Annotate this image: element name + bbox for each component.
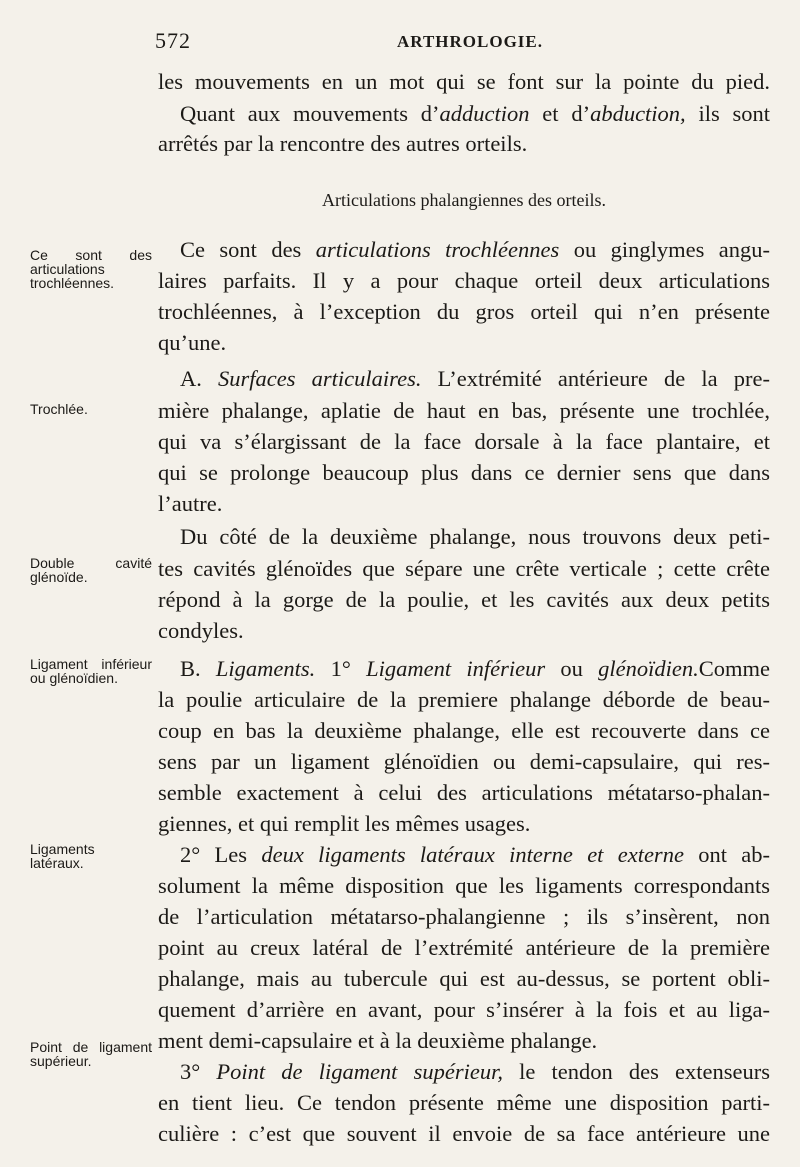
text-line: ment demi-capsulaire et à la deuxième phalange. <box>158 1028 598 1053</box>
text-line: B. Ligaments. 1° Ligament inférieur ou glénoïdien.Comme <box>180 656 771 681</box>
text-line: solument la même disposition que les ligaments correspondants <box>158 873 770 898</box>
text-line: phalange, mais au tubercule qui est au-dessus, se portent obli- <box>158 966 770 991</box>
text-line: mière phalange, aplatie de haut en bas, présente une trochlée, <box>158 398 770 423</box>
margin-note-ligament-superieur: Point de ligament supérieur. <box>30 1039 152 1069</box>
margin-note-trochlee: Trochlée. <box>30 401 88 417</box>
margin-note-ligament-inferieur: Ligament inférieur ou glénoïdien. <box>30 656 152 686</box>
text-line: laires parfaits. Il y a pour chaque orteil deux articulations <box>158 268 770 293</box>
text-line: point au creux latéral de l’extrémité antérieure de la première <box>158 935 770 960</box>
text-line: les mouvements en un mot qui se font sur la pointe du pied. <box>158 69 770 94</box>
text-line: qui va s’élargissant de la face dorsale à la face plantaire, et <box>158 429 770 454</box>
text-line: tes cavités glénoïdes que sépare une crête verticale ; cette crête <box>158 556 770 581</box>
text-line: la poulie articulaire de la premiere phalange déborde de beau- <box>158 687 770 712</box>
text-line: 2° Les deux ligaments latéraux interne et externe ont ab- <box>180 842 771 867</box>
text-line: en tient lieu. Ce tendon présente même une disposition parti- <box>158 1090 770 1115</box>
text-line: coup en bas la deuxième phalange, elle est recouverte dans ce <box>158 718 770 743</box>
section-heading: Articulations phalangiennes des orteils. <box>322 190 606 210</box>
page-header <box>155 28 770 58</box>
text-line: Ce sont des articulations trochléennes ou ginglymes angu- <box>180 237 770 262</box>
text-line: Quant aux mouvements d’adduction et d’abduction, ils sont <box>180 101 770 126</box>
text-line: répond à la gorge de la poulie, et les cavités aux deux petits <box>158 587 770 612</box>
text-line: trochléennes, à l’exception du gros orteil qui n’en présente <box>158 299 770 324</box>
margin-note-trochleennes: Ce sont des articulations trochléennes. <box>30 247 152 291</box>
text-line: l’autre. <box>158 491 223 516</box>
page-number: 572 <box>155 28 191 53</box>
text-line: giennes, et qui remplit les mêmes usages. <box>158 811 531 836</box>
text-line: 3° Point de ligament supérieur, le tendon des extenseurs <box>180 1059 770 1084</box>
text-line: Du côté de la deuxième phalange, nous trouvons deux peti- <box>180 524 770 549</box>
text-line: qui se prolonge beaucoup plus dans ce dernier sens que dans <box>158 460 770 485</box>
text-line: qu’une. <box>158 330 227 355</box>
text-line: de l’articulation métatarso-phalangienne ; ils s’insèrent, non <box>158 904 770 929</box>
text-line: quement d’arrière en avant, pour s’insérer à la fois et au liga- <box>158 997 770 1022</box>
text-line: semble exactement à celui des articulations métatarso-phalan- <box>158 780 770 805</box>
text-line: condyles. <box>158 618 244 643</box>
margin-note-double-cavite: Double cavité glénoïde. <box>30 555 152 585</box>
text-line: sens par un ligament glénoïdien ou demi-capsulaire, qui res- <box>158 749 770 774</box>
text-line: A. Surfaces articulaires. L’extrémité antérieure de la pre- <box>180 366 770 391</box>
running-title: ARTHROLOGIE. <box>397 32 544 51</box>
text-line: arrêtés par la rencontre des autres orteils. <box>158 131 528 156</box>
text-line: culière : c’est que souvent il envoie de sa face antérieure une <box>158 1121 770 1146</box>
margin-note-ligaments-lateraux: Ligaments latéraux. <box>30 841 95 871</box>
